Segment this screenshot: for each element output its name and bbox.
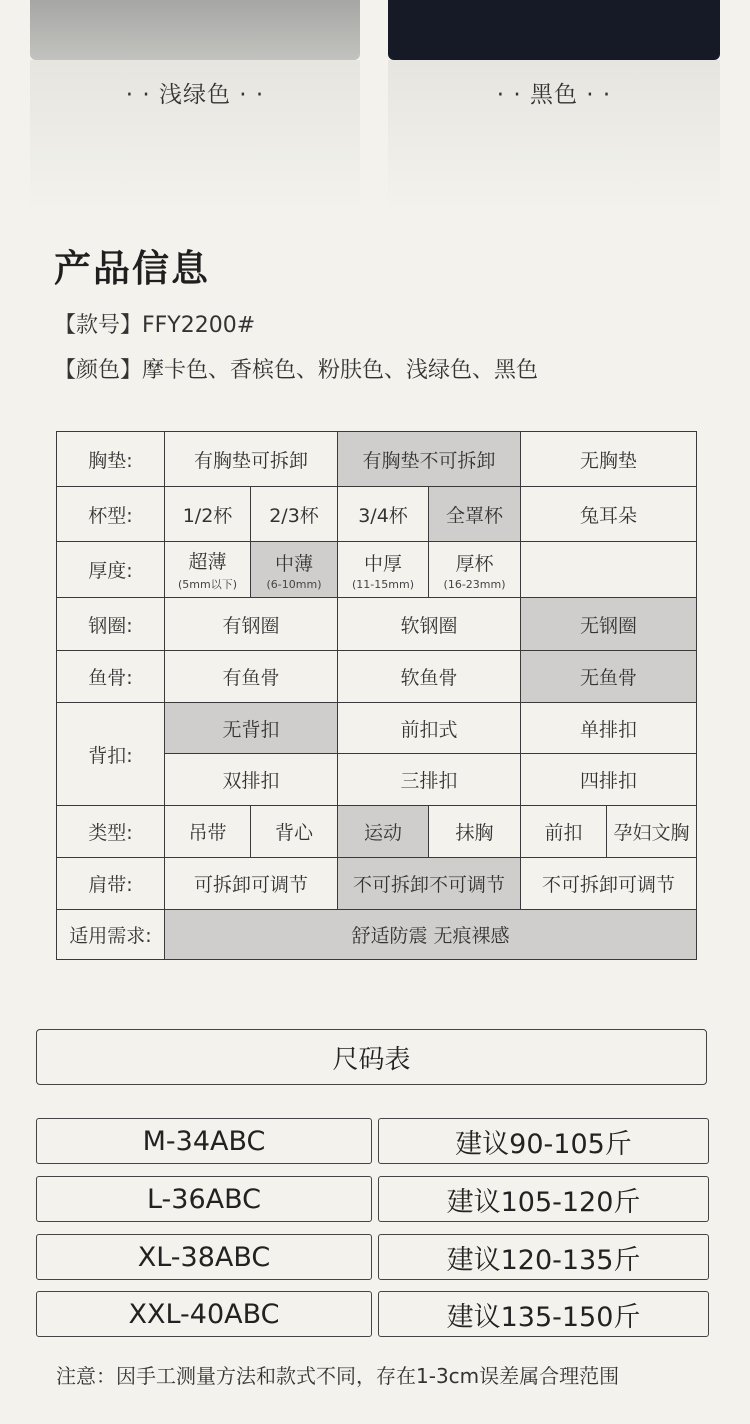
label-bone: 鱼骨: — [57, 651, 165, 703]
opt-main: 中厚 — [364, 552, 403, 575]
spec-table — [56, 431, 697, 960]
row-type — [57, 806, 697, 858]
opt-cup-two-thirds: 2/3杯 — [251, 487, 338, 542]
opt-cup-bunny: 兔耳朵 — [521, 487, 697, 542]
size-label: XXL-40ABC — [36, 1291, 372, 1337]
measurement-note: 注意：因手工测量方法和款式不同，存在1-3cm误差属合理范围 — [56, 1364, 620, 1388]
opt-thickness-mid-thick — [338, 542, 429, 598]
color-swatch-strip — [0, 0, 750, 215]
label-thickness: 厚度: — [57, 542, 165, 598]
opt-thickness-thick — [429, 542, 521, 598]
opt-thickness-ultrathin — [165, 542, 251, 598]
weight-label: 建议90-105斤 — [378, 1118, 709, 1164]
opt-type-maternity: 孕妇文胸 — [607, 806, 697, 858]
opt-double-row: 双排扣 — [165, 754, 338, 806]
opt-single-row: 单排扣 — [521, 703, 697, 754]
opt-thickness-mid-thin — [251, 542, 338, 598]
opt-type-tube: 抹胸 — [429, 806, 521, 858]
row-strap — [57, 858, 697, 910]
opt-no-bone: 无鱼骨 — [521, 651, 697, 703]
opt-sub: (5mm以下) — [177, 578, 237, 591]
row-wire — [57, 598, 697, 651]
opt-type-sport: 运动 — [338, 806, 429, 858]
size-chart-title: 尺码表 — [36, 1029, 707, 1085]
size-label: XL-38ABC — [36, 1234, 372, 1280]
weight-label: 建议135-150斤 — [378, 1291, 709, 1337]
row-pad — [57, 432, 697, 487]
opt-pad-removable: 有胸垫可拆卸 — [165, 432, 338, 487]
size-row — [36, 1176, 709, 1222]
size-row — [36, 1234, 709, 1280]
opt-front-clasp: 前扣式 — [338, 703, 521, 754]
opt-main: 中薄 — [275, 552, 314, 575]
opt-cup-full: 全罩杯 — [429, 487, 521, 542]
label-pad: 胸垫: — [57, 432, 165, 487]
size-label: L-36ABC — [36, 1176, 372, 1222]
swatch-black — [388, 0, 720, 215]
swatch-label: · · 黑色 · · — [496, 82, 612, 108]
opt-strap-removable-adjustable: 可拆卸可调节 — [165, 858, 338, 910]
opt-sub: (16-23mm) — [443, 577, 506, 591]
opt-no-wire: 无钢圈 — [521, 598, 697, 651]
row-thickness — [57, 542, 697, 598]
label-cup: 杯型: — [57, 487, 165, 542]
label-wire: 钢圈: — [57, 598, 165, 651]
opt-type-vest: 背心 — [251, 806, 338, 858]
opt-cup-three-quarters: 3/4杯 — [338, 487, 429, 542]
opt-soft-wire: 软钢圈 — [338, 598, 521, 651]
row-use — [57, 910, 697, 960]
opt-type-front: 前扣 — [521, 806, 607, 858]
color-list: 【颜色】摩卡色、香槟色、粉肤色、浅绿色、黑色 — [54, 358, 539, 383]
opt-main: 超薄 — [188, 551, 227, 573]
opt-sub: (6-10mm) — [266, 577, 322, 591]
size-row — [36, 1118, 709, 1164]
opt-quad-row: 四排扣 — [521, 754, 697, 806]
swatch-label: · · 浅绿色 · · — [125, 82, 265, 108]
opt-wire: 有钢圈 — [165, 598, 338, 651]
opt-cup-half: 1/2杯 — [165, 487, 251, 542]
row-clasp-1 — [57, 703, 697, 754]
empty-cell — [521, 542, 697, 598]
opt-type-camisole: 吊带 — [165, 806, 251, 858]
weight-label: 建议120-135斤 — [378, 1234, 709, 1280]
use-value: 舒适防震 无痕裸感 — [165, 910, 697, 960]
swatch-fabric-image — [30, 0, 360, 60]
opt-strap-fixed-adjustable: 不可拆卸可调节 — [521, 858, 697, 910]
row-bone — [57, 651, 697, 703]
label-clasp: 背扣: — [57, 703, 165, 806]
opt-pad-fixed: 有胸垫不可拆卸 — [338, 432, 521, 487]
size-label: M-34ABC — [36, 1118, 372, 1164]
opt-sub: (11-15mm) — [352, 577, 414, 591]
opt-strap-fixed-nonadjustable: 不可拆卸不可调节 — [338, 858, 521, 910]
label-use: 适用需求: — [57, 910, 165, 960]
opt-main: 厚杯 — [455, 552, 494, 575]
opt-soft-bone: 软鱼骨 — [338, 651, 521, 703]
opt-no-pad: 无胸垫 — [521, 432, 697, 487]
swatch-fabric-image — [388, 0, 720, 60]
label-type: 类型: — [57, 806, 165, 858]
label-strap: 肩带: — [57, 858, 165, 910]
swatch-light-green — [30, 0, 360, 215]
product-info-title: 产品信息 — [54, 247, 210, 290]
size-row — [36, 1291, 709, 1337]
weight-label: 建议105-120斤 — [378, 1176, 709, 1222]
style-number: 【款号】FFY2200# — [54, 313, 256, 338]
opt-no-clasp: 无背扣 — [165, 703, 338, 754]
row-cup — [57, 487, 697, 542]
opt-triple-row: 三排扣 — [338, 754, 521, 806]
opt-bone: 有鱼骨 — [165, 651, 338, 703]
